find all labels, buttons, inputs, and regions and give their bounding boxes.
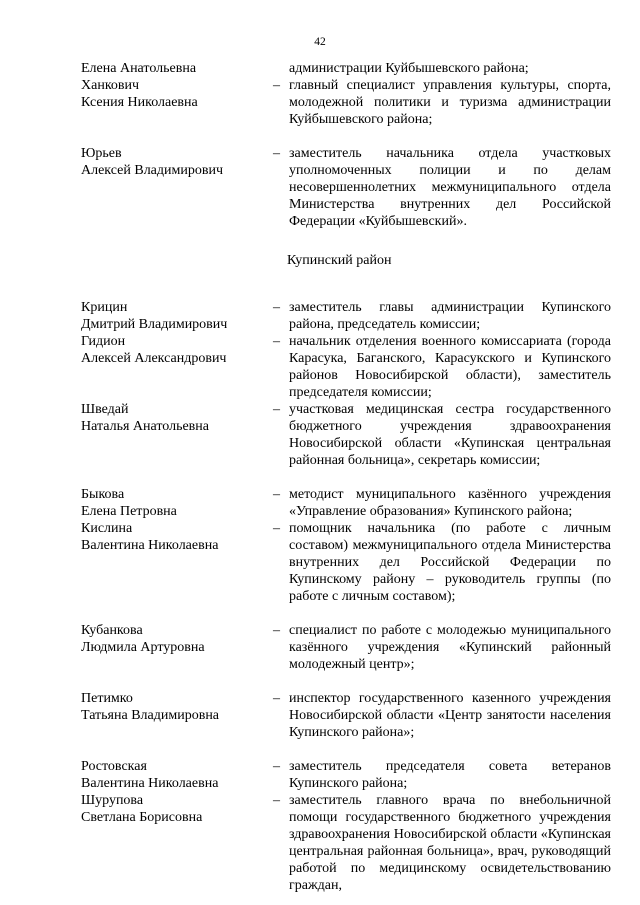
- member-entry: [81, 792, 611, 894]
- member-entry: [81, 520, 611, 605]
- member-name-line: Валентина Николаевна: [81, 538, 219, 553]
- member-name-line: Ростовская: [81, 759, 147, 774]
- member-name: [81, 299, 264, 333]
- member-name-line: Татьяна Владимировна: [81, 708, 220, 723]
- dash-separator: [264, 60, 289, 77]
- dash-separator: –: [273, 759, 280, 774]
- member-name-line: Юрьев: [81, 146, 122, 161]
- member-position: участковая медицинская сестра государственного бюджетного учреждения здравоохранения Новосибирской области «Купинская центральная районная больница», секретарь комиссии;: [289, 402, 611, 468]
- member-name: [81, 486, 264, 520]
- member-entry: [81, 758, 611, 792]
- member-entry: [81, 690, 611, 741]
- member-position: помощник начальника (по работе с личным составом) межмуниципального отдела Министерства внутренних дел Российской Федерации по Купинскому району – руководитель группы (по работе с личным составом);: [289, 521, 611, 604]
- member-name-line: Валентина Николаевна: [81, 776, 219, 791]
- previous-district-list: [81, 60, 611, 230]
- member-name-line: Гидион: [81, 334, 126, 349]
- member-position: заместитель председателя совета ветеранов Купинского района;: [289, 759, 611, 791]
- section-heading: Купинский район: [287, 253, 392, 268]
- member-name: [81, 145, 264, 230]
- dash-separator: –: [273, 78, 280, 93]
- member-name-line: Светлана Борисовна: [81, 810, 203, 825]
- member-name: [81, 77, 264, 128]
- member-entry: [81, 299, 611, 333]
- member-name: [81, 622, 264, 673]
- dash-separator: –: [273, 334, 280, 349]
- member-name-line: Кислина: [81, 521, 133, 536]
- member-name-line: Алексей Александрович: [81, 351, 227, 366]
- member-name-line: Шурупова: [81, 793, 144, 808]
- member-name-line: Петимко: [81, 691, 133, 706]
- member-name-line: Алексей Владимирович: [81, 163, 224, 178]
- member-position: заместитель главного врача по внебольничной помощи государственного бюджетного учреждения здравоохранения Новосибирской области «Купинская центральная районная больница», врач, руководящий работой по медицинскому освидетельствованию граждан,: [289, 793, 611, 893]
- dash-separator: –: [273, 691, 280, 706]
- member-position: администрации Куйбышевского района;: [289, 61, 529, 76]
- document-body: [81, 60, 611, 894]
- member-name: [81, 758, 264, 792]
- member-position: заместитель главы администрации Купинского района, председатель комиссии;: [289, 300, 611, 332]
- member-name-line: Ксения Николаевна: [81, 95, 198, 110]
- dash-separator: –: [273, 300, 280, 315]
- member-name: [81, 333, 264, 401]
- dash-separator: –: [273, 793, 280, 808]
- member-name-line: Людмила Артуровна: [81, 640, 205, 655]
- member-name: [81, 520, 264, 605]
- page-number: 42: [314, 36, 326, 48]
- member-position: главный специалист управления культуры, спорта, молодежной политики и туризма администрации Куйбышевского района;: [289, 78, 611, 127]
- member-name: [81, 60, 264, 77]
- dash-separator: –: [273, 146, 280, 161]
- member-name-line: Дмитрий Владимирович: [81, 317, 228, 332]
- member-name-line: Елена Петровна: [81, 504, 177, 519]
- member-name: [81, 690, 264, 741]
- member-name-line: Ханкович: [81, 78, 140, 93]
- commission-member-list: [81, 299, 611, 894]
- member-entry: [81, 60, 611, 77]
- member-entry: [81, 333, 611, 401]
- member-position: заместитель начальника отдела участковых уполномоченных полиции и по делам несовершеннолетних межмуниципального отдела Министерства внутренних дел Российской Федерации «Куйбышевский».: [289, 146, 611, 229]
- member-name-line: Шведай: [81, 402, 129, 417]
- dash-separator: –: [273, 402, 280, 417]
- member-name-line: Елена Анатольевна: [81, 61, 197, 76]
- member-position: методист муниципального казённого учреждения «Управление образования» Купинского района;: [289, 487, 611, 519]
- member-name: [81, 401, 264, 469]
- member-entry: [81, 622, 611, 673]
- member-position: инспектор государственного казенного учреждения Новосибирской области «Центр занятости населения Купинского района»;: [289, 691, 611, 740]
- dash-separator: –: [273, 521, 280, 536]
- member-name-line: Наталья Анатольевна: [81, 419, 210, 434]
- member-entry: [81, 486, 611, 520]
- member-entry: [81, 145, 611, 230]
- dash-separator: –: [273, 487, 280, 502]
- dash-separator: –: [273, 623, 280, 638]
- member-name: [81, 792, 264, 894]
- member-position: начальник отделения военного комиссариата (города Карасука, Баганского, Карасукского и Купинского районов Новосибирской области), заместитель председателя комиссии;: [289, 334, 611, 400]
- member-name-line: Кубанкова: [81, 623, 143, 638]
- member-entry: [81, 401, 611, 469]
- member-name-line: Быкова: [81, 487, 125, 502]
- member-entry: [81, 77, 611, 128]
- member-name-line: Крицин: [81, 300, 128, 315]
- member-position: специалист по работе с молодежью муниципального казённого учреждения «Купинский районный молодежный центр»;: [289, 623, 611, 672]
